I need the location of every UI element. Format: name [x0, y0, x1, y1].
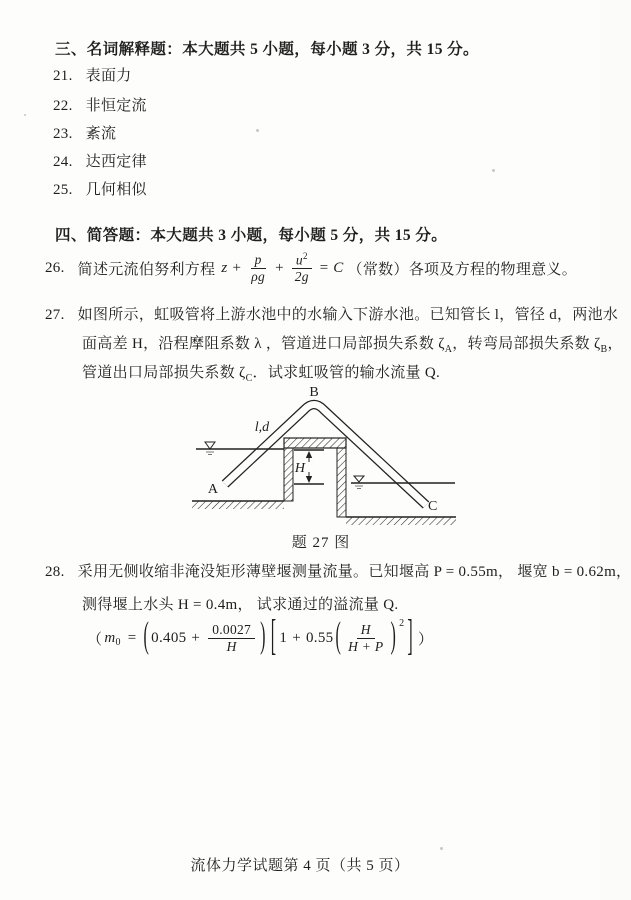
- question-21-text: 表面力: [85, 68, 132, 84]
- question-27-line2c: ，: [607, 336, 623, 352]
- zeta-sub-B: B: [600, 344, 608, 355]
- formula-frac-00027-H: [208, 622, 255, 654]
- question-25-number: 25.: [53, 182, 73, 198]
- question-27-line3: [82, 361, 440, 384]
- formula-1: 1: [279, 629, 288, 646]
- eq-frac1-num: p: [251, 252, 266, 269]
- formula-lparen-2: (: [335, 617, 342, 657]
- formula-rbracket: ]: [407, 613, 414, 660]
- formula-exponent: 2: [399, 617, 405, 629]
- formula-frac1-num: 0.0027: [208, 622, 255, 639]
- label-C: C: [428, 499, 438, 514]
- question-24-number: 24.: [53, 154, 73, 170]
- question-27-number: 27.: [45, 307, 65, 323]
- question-27-line3b: ．试求虹吸管的输水流量 Q.: [252, 365, 441, 381]
- question-24-text: 达西定律: [85, 154, 147, 170]
- zeta-sub-A: A: [444, 344, 453, 355]
- question-27-line3a: 管道出口局部损失系数 ζ: [82, 365, 246, 381]
- question-22: [53, 94, 147, 115]
- formula-frac1-den: H: [226, 638, 237, 654]
- water-level-symbol: [354, 476, 364, 482]
- label-H: H: [294, 461, 305, 476]
- formula-close-paren: ）: [418, 631, 434, 648]
- formula-m: m: [104, 629, 116, 646]
- scan-noise-dot: [492, 169, 495, 172]
- question-28-number: 28.: [45, 564, 65, 580]
- label-B: B: [309, 385, 319, 400]
- question-25-text: 几何相似: [85, 182, 147, 198]
- eq-z: z: [221, 259, 228, 276]
- figure-caption: 题 27 图: [291, 535, 351, 551]
- downstream-pool-bottom: [346, 517, 456, 525]
- formula-rparen-2: ): [390, 617, 397, 657]
- eq-plus2: +: [275, 259, 284, 276]
- question-28-line1: [45, 560, 631, 581]
- wall-right-hatch: [337, 448, 346, 517]
- formula-plus-2: +: [292, 629, 301, 646]
- upstream-pool-bottom: [192, 501, 284, 509]
- question-27-line2a: 面高差 H，沿程摩阻系数 λ ，管道进口局部损失系数 ζ: [82, 336, 445, 352]
- question-26-number: 26.: [45, 259, 65, 276]
- question-28-line2-text: 测得堰上水头 H = 0.4m， 试求通过的溢流量 Q.: [82, 597, 399, 613]
- question-27-line2: [82, 332, 623, 355]
- scan-noise-dot: [24, 114, 26, 116]
- question-27-line1-text: 如图所示，虹吸管将上游水池中的水输入下游水池。已知管长 l，管径 d，两池水: [77, 307, 619, 323]
- question-24: [53, 150, 147, 171]
- wall-left-hatch: [284, 448, 293, 501]
- eq-frac-p-rhog: [249, 252, 267, 284]
- zeta-sub-C: C: [245, 373, 253, 384]
- formula-055: 0.55: [305, 629, 334, 646]
- wall-top-hatch: [284, 438, 346, 448]
- formula-plus-1: +: [191, 629, 201, 646]
- eq-u-exponent: 2: [302, 251, 308, 262]
- question-23-number: 23.: [53, 126, 73, 142]
- question-25: [53, 178, 147, 199]
- label-A: A: [207, 482, 218, 497]
- eq-plus1: +: [232, 259, 242, 276]
- formula-open-paren: （: [87, 631, 103, 648]
- question-27-line1: [45, 303, 618, 324]
- formula-lbracket: [: [270, 613, 277, 660]
- eq-u: u: [295, 252, 303, 268]
- formula-lparen-1: (: [143, 617, 150, 657]
- siphon-diagram: [172, 386, 458, 528]
- formula-equals: =: [127, 629, 137, 646]
- question-21-number: 21.: [53, 68, 73, 84]
- question-21: [53, 64, 132, 85]
- bernoulli-equation: [221, 251, 347, 285]
- eq-equals-C: = C: [318, 259, 344, 276]
- section4-header: 四、简答题：本大题共 3 小题，每小题 5 分，共 15 分。: [55, 227, 448, 244]
- page-footer: 流体力学试题第 4 页（共 5 页）: [190, 858, 410, 874]
- formula-m-subscript: 0: [115, 636, 121, 648]
- question-28-line2: [82, 593, 398, 614]
- section3-header: 三、名词解释题：本大题共 5 小题，每小题 3 分，共 15 分。: [55, 41, 479, 58]
- q28-formula: [85, 613, 435, 663]
- question-26-lead: 简述元流伯努利方程: [77, 261, 216, 278]
- scan-noise-dot: [440, 847, 443, 850]
- label-ld: l,d: [254, 420, 270, 435]
- eq-frac2-den: 2g: [294, 269, 309, 285]
- formula-frac2-den: H + P: [348, 638, 384, 654]
- question-27-line2b: ，转弯局部损失系数 ζ: [452, 336, 601, 352]
- question-23: [53, 122, 116, 143]
- formula-frac2-num: H: [357, 622, 375, 639]
- question-22-number: 22.: [53, 98, 73, 114]
- eq-frac2-num: [292, 251, 312, 269]
- eq-frac1-den: ρg: [251, 268, 266, 284]
- water-level-symbol: [205, 442, 215, 449]
- eq-frac-u2-2g: [292, 251, 312, 285]
- question-26: [45, 246, 577, 290]
- question-28-line1-text: 采用无侧收缩非淹没矩形薄壁堰测量流量。已知堰高 P = 0.55m， 堰宽 b = 0.62m，: [77, 564, 631, 580]
- question-22-text: 非恒定流: [85, 98, 147, 114]
- question-26-tail: （常数）各项及方程的物理意义。: [347, 261, 578, 278]
- formula-rparen-1: ): [260, 617, 266, 657]
- formula-frac-H-HP: [346, 622, 385, 654]
- scan-noise-dot: [256, 129, 259, 132]
- formula-0405: 0.405: [151, 629, 187, 646]
- head-difference-dimension: [294, 450, 324, 484]
- question-23-text: 紊流: [85, 126, 117, 142]
